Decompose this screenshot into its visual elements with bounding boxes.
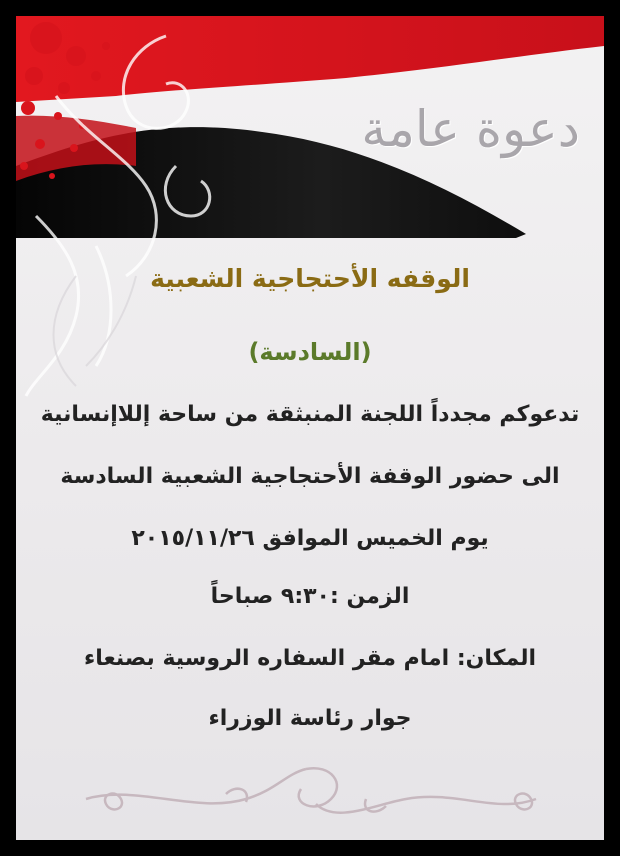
event-line: الى حضور الوقفة الأحتجاجية الشعبية السادسة <box>60 464 560 489</box>
invitation-heading: دعوة عامة <box>361 100 580 158</box>
bottom-flourish-ornament <box>76 744 546 834</box>
event-title: الوقفه الأحتجاجية الشعبية <box>150 264 470 293</box>
invitation-card <box>16 16 604 840</box>
location-line: المكان: امام مقر السفاره الروسية بصنعاء <box>83 646 537 671</box>
invitation-line: تدعوكم مجدداً اللجنة المنبثقة من ساحة إللاإنسانية <box>40 402 580 427</box>
event-subtitle: (السادسة) <box>248 338 372 366</box>
date-line: يوم الخميس الموافق ٢٠١٥/١١/٢٦ <box>131 526 489 551</box>
location-detail-line: جوار رئاسة الوزراء <box>208 706 412 731</box>
time-line: الزمن :٩:٣٠ صباحاً <box>210 584 410 609</box>
